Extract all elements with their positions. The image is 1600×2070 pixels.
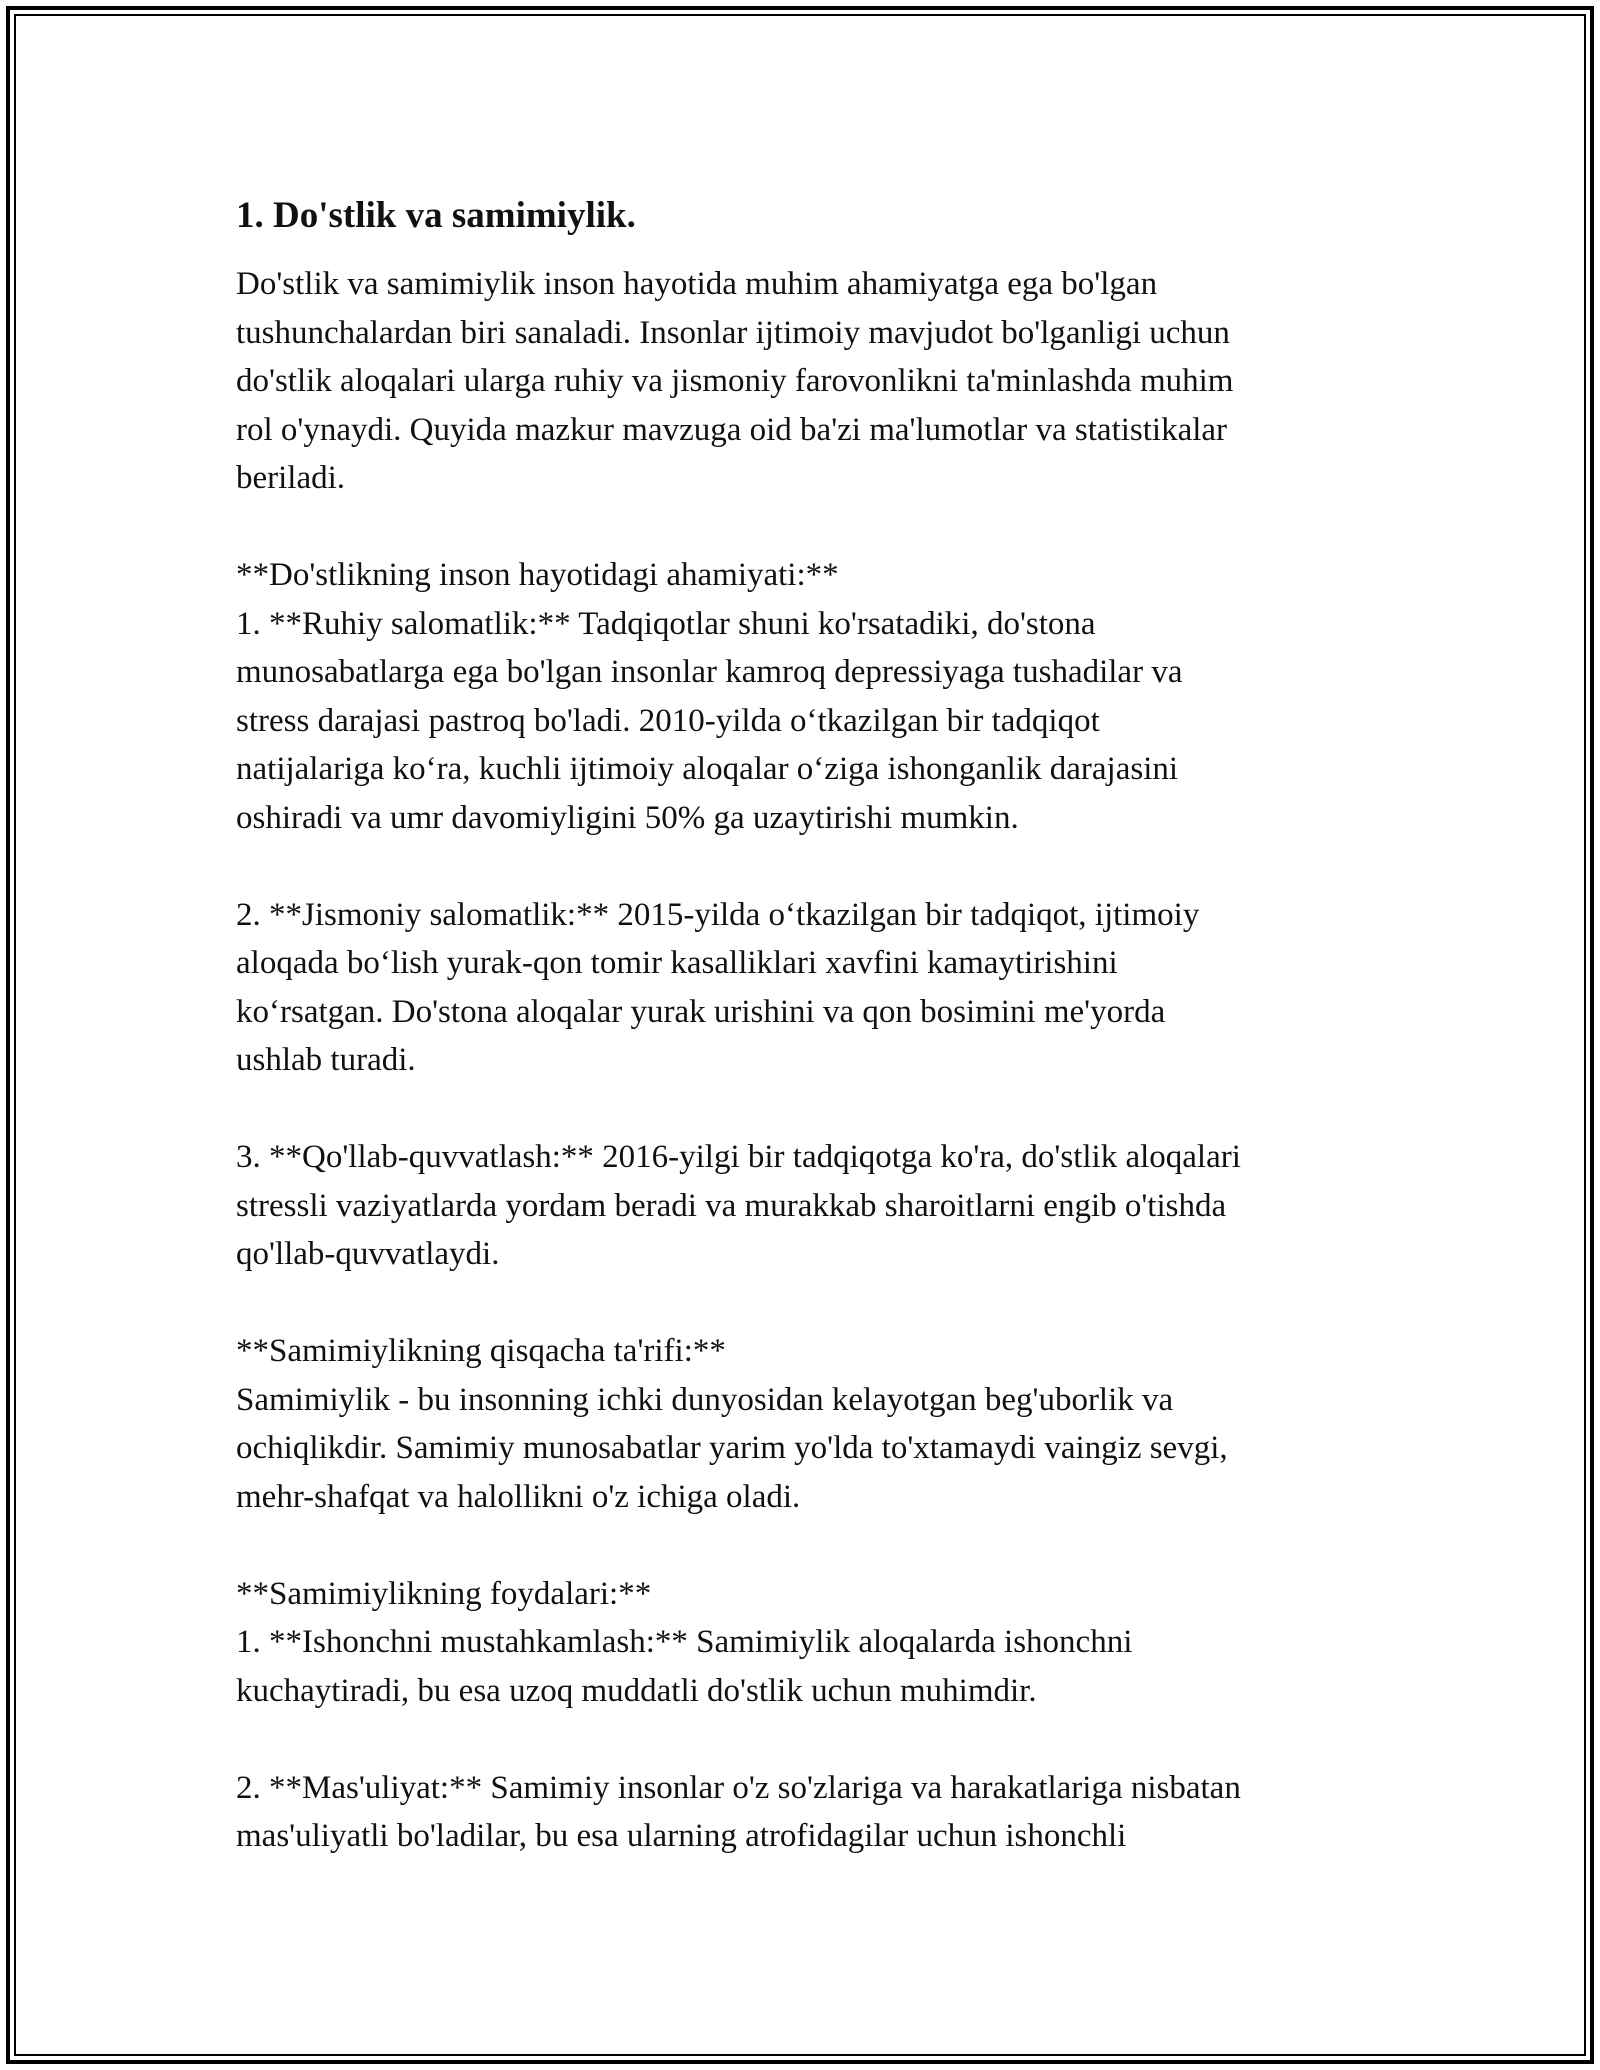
text-line: 3. **Qo'llab-quvvatlash:** 2016-yilgi bir tadqiqotga ko'ra, do'stlik aloqalari xyxy=(236,1139,1241,1175)
text-line: 2. **Mas'uliyat:** Samimiy insonlar o'z so'zlariga va harakatlariga nisbatan xyxy=(236,1769,1241,1806)
text-line: ushlab turadi. xyxy=(236,1042,416,1078)
document-body xyxy=(236,190,1366,1909)
text-line: mas'uliyatli bo'ladilar, bu esa ularning atrofidagilar uchun ishonchli xyxy=(236,1818,1127,1854)
text-line: oshiradi va umr davomiyligini 50% ga uzaytirishi mumkin. xyxy=(236,799,1019,836)
text-line: do'stlik aloqalari ularga ruhiy va jismoniy farovonlikni ta'minlashda muhim xyxy=(236,363,1234,399)
text-line: tushunchalardan biri sanaladi. Insonlar ijtimoiy mavjudot bo'lganligi uchun xyxy=(236,314,1230,351)
paragraph-trust xyxy=(236,1570,1366,1716)
paragraph-responsibility xyxy=(236,1764,1366,1861)
paragraph-mental-health xyxy=(236,551,1366,842)
text-line: ochiqlikdir. Samimiy munosabatlar yarim yo'lda to'xtamaydi vaingiz sevgi, xyxy=(236,1430,1228,1466)
text-line: rol o'ynaydi. Quyida mazkur mavzuga oid ba'zi ma'lumotlar va statistikalar xyxy=(236,411,1228,448)
text-line: stressli vaziyatlarda yordam beradi va murakkab sharoitlarni engib o'tishda xyxy=(236,1187,1227,1224)
text-line: beriladi. xyxy=(236,460,346,496)
paragraph-support xyxy=(236,1133,1366,1279)
paragraph-sincerity-definition xyxy=(236,1327,1366,1521)
text-line: 2. **Jismoniy salomatlik:** 2015-yilda o‘tkazilgan bir tadqiqot, ijtimoiy xyxy=(236,896,1200,933)
text-line: **Samimiylikning qisqacha ta'rifi:** xyxy=(236,1333,726,1369)
text-line: 1. **Ruhiy salomatlik:** Tadqiqotlar shuni ko'rsatadiki, do'stona xyxy=(236,605,1096,642)
section-heading: 1. Do'stlik va samimiylik. xyxy=(236,195,636,236)
text-line: **Do'stlikning inson hayotidagi ahamiyati:** xyxy=(236,557,839,593)
paragraph-physical-health xyxy=(236,891,1366,1085)
text-line: munosabatlarga ega bo'lgan insonlar kamroq depressiyaga tushadilar va xyxy=(236,654,1183,690)
text-line: 1. **Ishonchni mustahkamlash:** Samimiylik aloqalarda ishonchni xyxy=(236,1624,1133,1660)
text-line: stress darajasi pastroq bo'ladi. 2010-yilda o‘tkazilgan bir tadqiqot xyxy=(236,702,1100,739)
text-line: kuchaytiradi, bu esa uzoq muddatli do'stlik uchun muhimdir. xyxy=(236,1672,1037,1709)
text-line: **Samimiylikning foydalari:** xyxy=(236,1575,652,1612)
text-line: aloqada bo‘lish yurak-qon tomir kasalliklari xavfini kamaytirishini xyxy=(236,945,1118,981)
text-line: qo'llab-quvvatlaydi. xyxy=(236,1236,500,1272)
text-line: mehr-shafqat va halollikni o'z ichiga oladi. xyxy=(236,1478,801,1515)
text-line: natijalariga ko‘ra, kuchli ijtimoiy aloqalar o‘ziga ishonganlik darajasini xyxy=(236,751,1179,787)
text-line: ko‘rsatgan. Do'stona aloqalar yurak urishini va qon bosimini me'yorda xyxy=(236,993,1166,1030)
text-line: Samimiylik - bu insonning ichki dunyosidan kelayotgan beg'uborlik va xyxy=(236,1381,1174,1418)
paragraph-intro xyxy=(236,260,1366,503)
text-line: Do'stlik va samimiylik inson hayotida muhim ahamiyatga ega bo'lgan xyxy=(236,266,1158,302)
